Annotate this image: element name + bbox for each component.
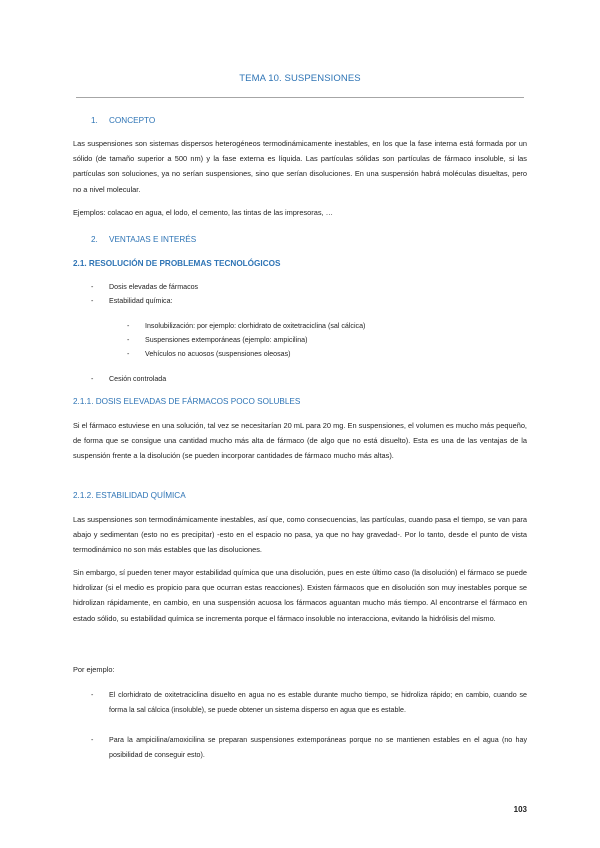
paragraph-concepto: Las suspensiones son sistemas dispersos heterogéneos termodinámicamente inestables, en los que la fase interna está formada por un sólido (de tamaño superior a 500 nm) y la fase externa es líquida. Las partículas sólidas son partículas de fármaco insoluble, si las partículas son soluciones, ya no serían suspensiones, sino que serían disoluciones. En una suspensión habrá moléculas disueltas, pero no a nivel molecular. (73, 139, 527, 194)
list-item: - Vehículos no acuosos (suspensiones oleosas) (127, 350, 291, 358)
title-divider (76, 97, 524, 98)
list-item: - Dosis elevadas de fármacos (91, 283, 199, 291)
list-item: - Estabilidad química: (91, 297, 173, 305)
list-item: - Cesión controlada (91, 375, 167, 383)
list-item: - Suspensiones extemporáneas (ejemplo: ampicilina) (127, 336, 308, 344)
section-number-1: 1. (91, 116, 98, 125)
heading-2-1-2: 2.1.2. ESTABILIDAD QUÍMICA (73, 491, 186, 500)
paragraph-dosis-elevadas: Si el fármaco estuviese en una solución, tal vez se necesitarían 20 mL para 20 mg. En suspensiones, el volumen es mucho más pequeño, de forma que se consigue una cantidad mucho más alta de fármaco (de algo que no está disuelto). Esta es una de las ventajas de la suspensión frente a la disolución (se pueden incorporar cantidades de fármaco mucho más altas). (73, 421, 527, 461)
paragraph-ejemplos: Ejemplos: colacao en agua, el lodo, el cemento, las tintas de las impresoras, … (73, 208, 334, 217)
paragraph-por-ejemplo: Por ejemplo: (73, 665, 115, 674)
paragraph-estabilidad-1: Las suspensiones son termodinámicamente inestables, así que, como consecuencias, las partículas, cuando pasa el tiempo, se van para abajo y sedimentan (esto no es precipitar) -esto en el espacio no pasa, ya que no hay gravedad-. Por lo tanto, desde el punto de vista termodinámico no son más estables que las disoluciones. (73, 515, 527, 555)
paragraph-estabilidad-2: Sin embargo, sí pueden tener mayor estabilidad química que una disolución, pues en este último caso (la disolución) el fármaco se puede hidrolizar (si el medio es propicio para que ocurran estas reacciones). Existen fármacos que en disolución son muy inestables porque se hidrolizan rápidamente, en cambio, en una suspensión acuosa los fármacos aguantan mucho más tiempo. Al encontrarse el fármaco en estado sólido, su estabilidad química se incrementa porque el fármaco insoluble no interacciona, evitando la hidrólisis del mismo. (73, 568, 527, 623)
section-number-2: 2. (91, 235, 98, 244)
list-item: - Para la ampicilina/amoxicilina se preparan suspensiones extemporáneas porque no se mantienen estables en el agua (no hay posibilidad de conseguir esto). (91, 736, 527, 759)
list-item: - El clorhidrato de oxitetraciclina disuelto en agua no es estable durante mucho tiempo, se hidroliza rápido; en cambio, cuando se forma la sal cálcica (insoluble), se puede obtener un sistema disperso en agua que es estable. (91, 691, 527, 714)
heading-2-1: 2.1. RESOLUCIÓN DE PROBLEMAS TECNOLÓGICOS (73, 259, 281, 268)
page-number: 103 (513, 805, 527, 814)
document-title: TEMA 10. SUSPENSIONES (239, 73, 361, 84)
heading-ventajas: VENTAJAS E INTERÉS (109, 235, 197, 244)
list-item: - Insolubilización: por ejemplo: clorhidrato de oxitetraciclina (sal cálcica) (127, 322, 366, 330)
heading-concepto: CONCEPTO (109, 116, 156, 125)
heading-2-1-1: 2.1.1. DOSIS ELEVADAS DE FÁRMACOS POCO SOLUBLES (73, 397, 301, 406)
